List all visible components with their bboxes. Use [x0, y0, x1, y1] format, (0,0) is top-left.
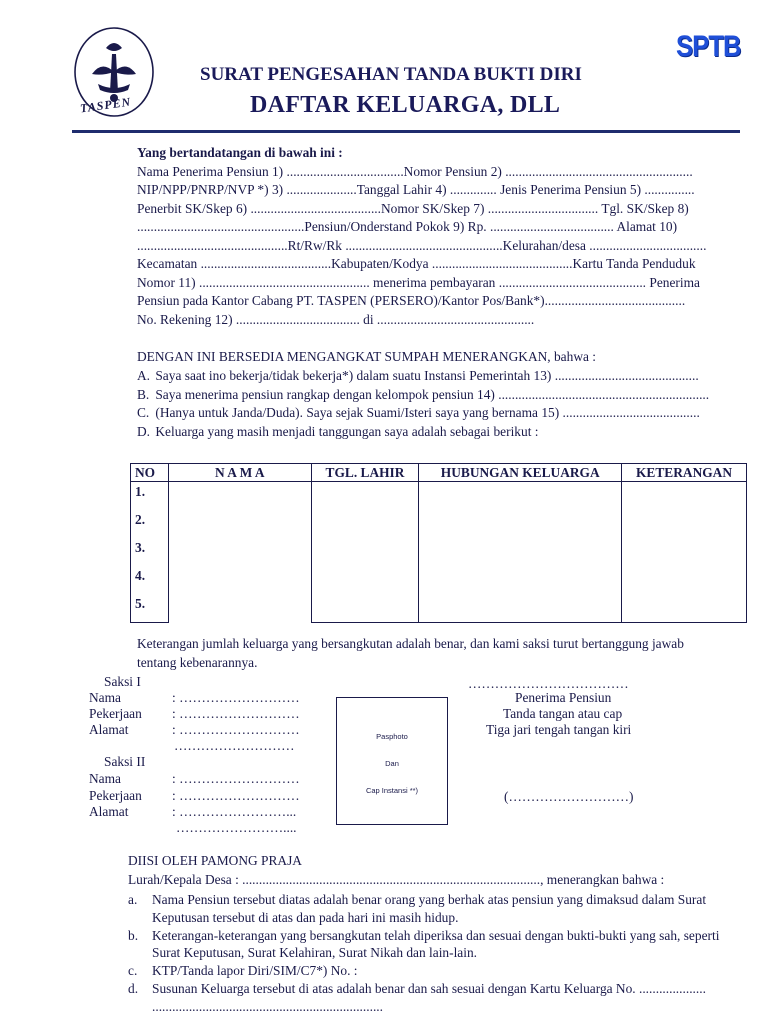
- column-header: KETERANGAN: [622, 464, 747, 482]
- pamong-heading: DIISI OLEH PAMONG PRAJA: [128, 853, 302, 868]
- title-line2: DAFTAR KELUARGA, DLL: [250, 92, 561, 118]
- pamong-item-label: a.: [128, 892, 138, 907]
- witness2-address-field2[interactable]: ……………………....: [176, 820, 297, 835]
- row-number: 2.: [131, 510, 169, 538]
- intro-line: .............................................Rt/Rw/Rk ...............................................Kelurahan/desa ...................................: [137, 237, 707, 253]
- recipient-signature-field[interactable]: (………………………): [504, 789, 634, 804]
- witness2-name-label: Nama: [89, 771, 121, 786]
- note-cell[interactable]: [622, 482, 747, 623]
- recipient-name-field[interactable]: ………………………………: [468, 676, 629, 691]
- statement-item-text: Keluarga yang masih menjadi tanggungan saya adalah sebagai berikut :: [155, 423, 539, 439]
- photo-label: Dan: [385, 759, 399, 768]
- statement-item-label: D.: [137, 423, 151, 439]
- pamong-list: [128, 891, 748, 1016]
- pamong-item-text: KTP/Tanda lapor Diri/SIM/C7*) No. :: [152, 963, 358, 979]
- pamong-item-text: Nama Pensiun tersebut diatas adalah benar orang yang berhak atas pensiun yang dimaksud dalam Surat Keputusan tersebut di atas dan pada hari ini masih hidup.: [152, 892, 707, 925]
- intro-line: Nomor 11) ................................................... menerima pembayaran ............................................ Penerima: [137, 274, 700, 290]
- column-header: N A M A: [168, 464, 311, 482]
- statement-heading: DENGAN INI BERSEDIA MENGANGKAT SUMPAH MENERANGKAN, bahwa :: [137, 349, 596, 364]
- statement-item: [137, 405, 700, 421]
- witness1-name-label: Nama: [89, 690, 121, 705]
- witness2-job-field[interactable]: : ………………………: [172, 788, 300, 803]
- pamong-item-text: Susunan Keluarga tersebut di atas adalah benar dan sah sesuai dengan Kartu Keluarga No. .................... .....................................................................: [152, 980, 706, 1014]
- relation-cell[interactable]: [419, 482, 622, 623]
- statement-item: [137, 424, 538, 440]
- statement-item: [137, 368, 699, 384]
- header-divider: [72, 130, 740, 133]
- witness1-address-field[interactable]: : ………………………: [172, 722, 300, 737]
- statement-item-label: A.: [137, 368, 151, 383]
- row-number: 3.: [131, 538, 169, 566]
- title-line1: SURAT PENGESAHAN TANDA BUKTI DIRI: [200, 64, 582, 85]
- witness1-address-label: Alamat: [89, 722, 129, 737]
- pamong-item-text: Keterangan-keterangan yang bersangkutan telah diperiksa dan sesuai dengan bukti-bukti yang sah, seperti Surat Keputusan, Surat Kelahiran, Surat Nikah dan lain-lain.: [152, 927, 720, 961]
- table-header-row: [131, 464, 747, 482]
- pamong-item-label: d.: [128, 980, 139, 996]
- pamong-item: [128, 927, 748, 963]
- witness1-address-field2[interactable]: ………………………: [174, 738, 295, 753]
- intro-line: Pensiun pada Kantor Cabang PT. TASPEN (PERSERO)/Kantor Pos/Bank*)..........................................: [137, 293, 686, 308]
- witness-note-line2: tentang kebenarannya.: [137, 655, 258, 670]
- family-table: [130, 463, 747, 623]
- witness2-address-field[interactable]: : ……………………...: [172, 804, 297, 819]
- statement-item: [137, 387, 709, 403]
- pamong-item: [128, 891, 748, 927]
- witness1-job-field[interactable]: : ………………………: [172, 706, 300, 721]
- birthdate-cell[interactable]: [311, 482, 419, 623]
- sptb-badge: SPTB: [676, 30, 741, 63]
- column-header: HUBUNGAN KELUARGA: [419, 464, 622, 482]
- taspen-logo: [72, 26, 156, 122]
- photo-label: Pasphoto: [376, 732, 408, 741]
- logo-text: TASPEN: [79, 94, 133, 116]
- witness-note-line1: Keterangan jumlah keluarga yang bersangkutan adalah benar, dan kami saksi turut bertanggung jawab: [137, 636, 684, 651]
- statement-item-text: Saya saat ino bekerja/tidak bekerja*) dalam suatu Instansi Pemerintah 13) ...........................................: [155, 368, 699, 383]
- intro-line: Kecamatan .......................................Kabupaten/Kodya ..........................................Kartu Tanda Penduduk: [137, 256, 696, 271]
- witness1-name-field[interactable]: : ………………………: [172, 690, 300, 705]
- intro-line: NIP/NPP/PNRP/NVP *) 3) .....................Tanggal Lahir 4) .............. Jenis Penerima Pensiun 5) ...............: [137, 182, 695, 197]
- pamong-lurah-line: Lurah/Kepala Desa : ........................................................................................., menerangkan bahwa :: [128, 872, 665, 887]
- column-header: NO: [131, 464, 169, 482]
- pamong-item: [128, 980, 748, 1016]
- recipient-thumbprint-label: Tiga jari tengah tangan kiri: [486, 722, 632, 737]
- row-number: 1.: [131, 482, 169, 511]
- recipient-signature-label: Tanda tangan atau cap: [503, 706, 623, 721]
- intro-heading: Yang bertandatangan di bawah ini :: [137, 145, 343, 160]
- intro-line: No. Rekening 12) ..................................... di ...............................................: [137, 311, 535, 327]
- statement-item-text: Saya menerima pensiun rangkap dengan kelompok pensiun 14) ...............................................................: [155, 386, 710, 402]
- name-cell[interactable]: [168, 482, 311, 623]
- column-header: TGL. LAHIR: [311, 464, 419, 482]
- row-number: 5.: [131, 594, 169, 623]
- intro-line: ..................................................Pensiun/Onderstand Pokok 9) Rp. ..................................... Alamat 10): [137, 219, 678, 234]
- statement-item-label: C.: [137, 405, 150, 420]
- pamong-item-label: b.: [128, 927, 139, 943]
- pamong-item-label: c.: [128, 963, 138, 979]
- statement-item-text: (Hanya untuk Janda/Duda). Saya sejak Suami/Isteri saya yang bernama 15) .........................................: [155, 405, 700, 420]
- table-row: [131, 482, 747, 511]
- witness2-address-label: Alamat: [89, 804, 129, 819]
- intro-line: Penerbit SK/Skep 6) .......................................Nomor SK/Skep 7) ................................. Tgl. SK/Skep 8): [137, 200, 689, 216]
- row-number: 4.: [131, 566, 169, 594]
- recipient-title: Penerima Pensiun: [515, 690, 612, 705]
- witness1-job-label: Pekerjaan: [89, 706, 142, 721]
- intro-line: Nama Penerima Pensiun 1) ...................................Nomor Pensiun 2) ........................................................: [137, 163, 693, 179]
- witness2-name-field[interactable]: : ………………………: [172, 771, 300, 786]
- witness1-title: Saksi I: [104, 674, 141, 689]
- statement-item-label: B.: [137, 386, 150, 402]
- witness2-job-label: Pekerjaan: [89, 788, 142, 803]
- passphoto-box: [336, 697, 448, 825]
- witness2-title: Saksi II: [104, 754, 146, 769]
- pamong-item: [128, 962, 748, 980]
- photo-label: Cap Instansi **): [365, 786, 419, 795]
